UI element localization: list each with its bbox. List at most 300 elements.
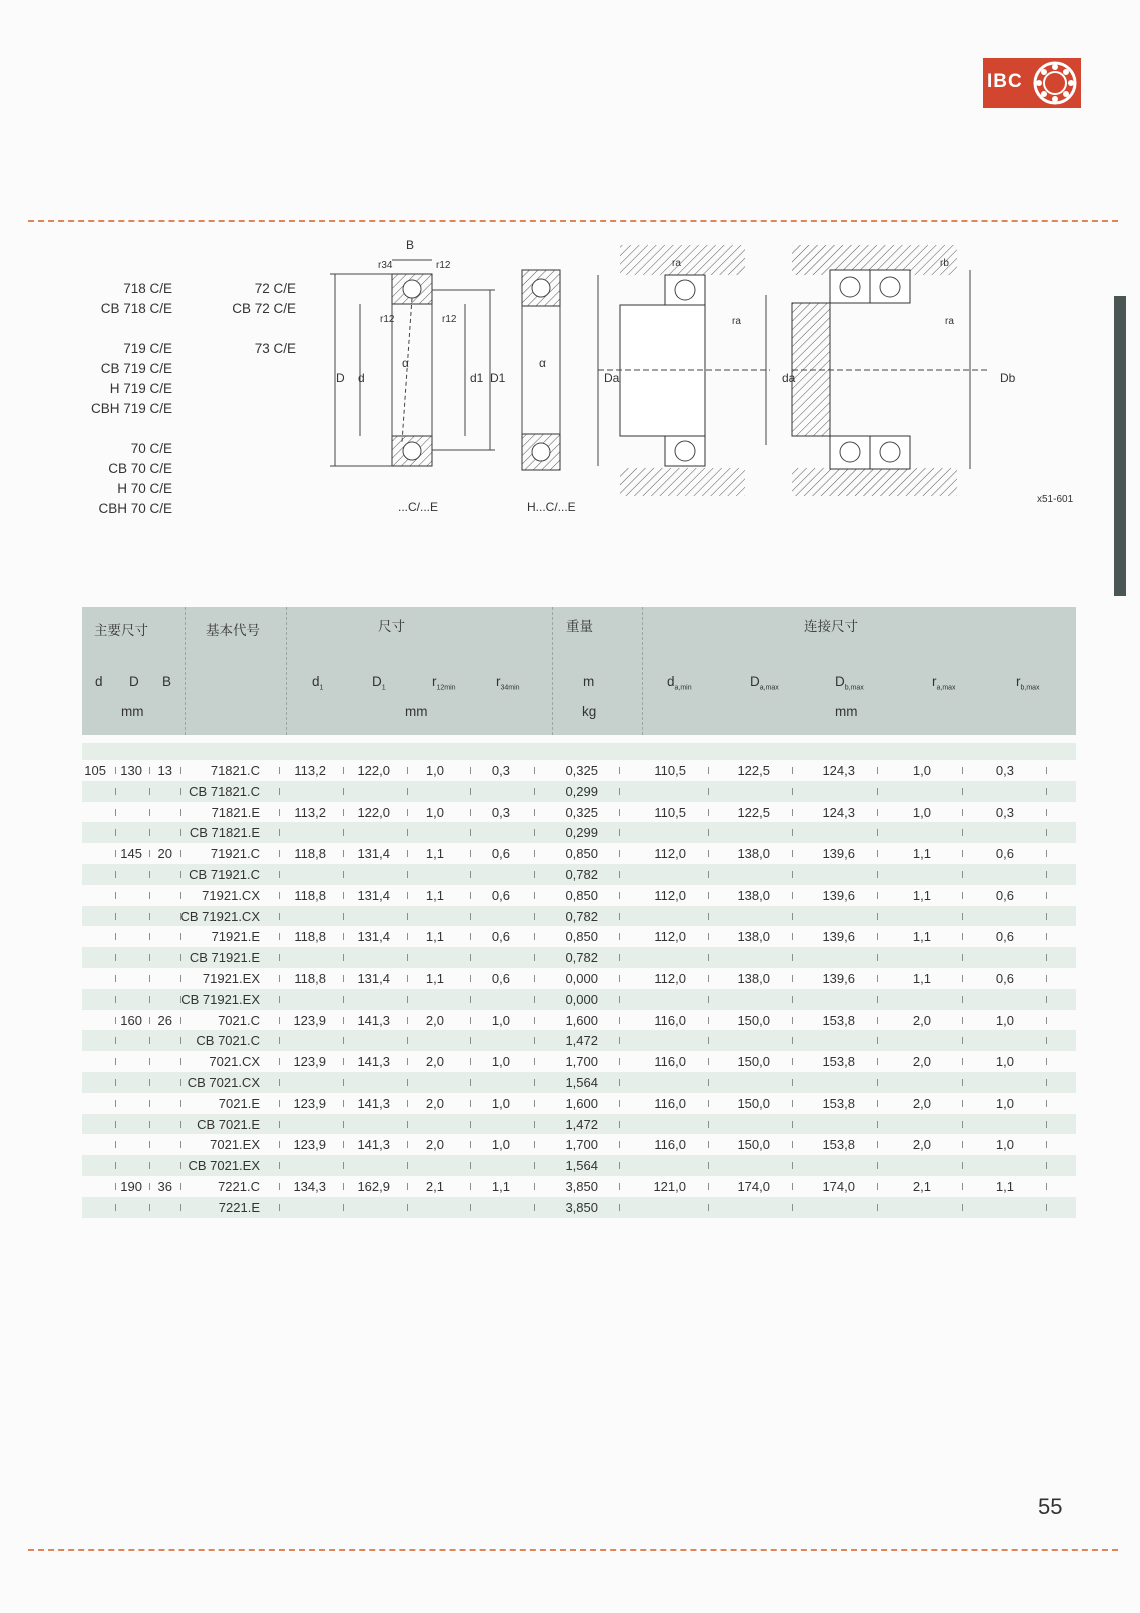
column-tick (708, 1058, 709, 1065)
column-tick (343, 1141, 344, 1148)
column-tick (1046, 871, 1047, 878)
column-tick (877, 1183, 878, 1190)
label-r34: r34 (378, 260, 393, 271)
column-tick (708, 788, 709, 795)
column-divider (552, 607, 553, 735)
cell-code: CB 71921.CX (180, 908, 260, 924)
cell-ra: 1,1 (912, 887, 931, 903)
column-tick (470, 975, 471, 982)
cell-r34: 0,6 (491, 887, 510, 903)
column-tick (534, 996, 535, 1003)
column-tick (279, 850, 280, 857)
label-Da: Da (604, 371, 620, 385)
column-tick (619, 1204, 620, 1211)
cell-ra: 1,1 (912, 929, 931, 945)
table-row (82, 989, 1076, 1010)
cell-Da: 150,0 (737, 1137, 770, 1153)
table-row (82, 1093, 1076, 1114)
column-tick (1046, 1121, 1047, 1128)
column-tick (115, 1162, 116, 1169)
column-tick (180, 1100, 181, 1107)
chapter-tab-bar (1114, 296, 1126, 596)
cell-m: 1,600 (565, 1012, 598, 1028)
column-tick (343, 996, 344, 1003)
column-tick (619, 871, 620, 878)
column-tick (962, 850, 963, 857)
column-tick (792, 1162, 793, 1169)
column-tick (470, 996, 471, 1003)
cell-d1: 118,8 (294, 846, 326, 862)
table-row (82, 1051, 1076, 1072)
column-tick (962, 996, 963, 1003)
column-tick (149, 913, 150, 920)
column-tick (962, 1141, 963, 1148)
column-tick (180, 767, 181, 774)
column-tick (619, 850, 620, 857)
column-tick (1046, 892, 1047, 899)
column-tick (180, 850, 181, 857)
column-tick (534, 933, 535, 940)
column-tick (708, 850, 709, 857)
column-tick (619, 1121, 620, 1128)
column-tick (407, 1141, 408, 1148)
column-tick (149, 829, 150, 836)
bearing-table-body (82, 743, 1076, 1218)
cell-code: CB 7021.EX (188, 1158, 260, 1174)
table-row (82, 1176, 1076, 1197)
column-tick (962, 1100, 963, 1107)
column-tick (149, 788, 150, 795)
column-tick (115, 913, 116, 920)
column-tick (470, 1058, 471, 1065)
cell-r34: 0,6 (491, 970, 510, 986)
column-tick (343, 933, 344, 940)
cell-m: 1,700 (565, 1137, 598, 1153)
column-tick (962, 954, 963, 961)
column-tick (619, 788, 620, 795)
column-tick (149, 1183, 150, 1190)
column-tick (1046, 1100, 1047, 1107)
column-tick (792, 1100, 793, 1107)
column-tick (792, 809, 793, 816)
series-list-left (82, 279, 172, 519)
column-tick (343, 809, 344, 816)
column-tick (792, 933, 793, 940)
column-tick (115, 996, 116, 1003)
cell-r12: 2,1 (425, 1178, 444, 1194)
cell-rb: 1,0 (995, 1054, 1014, 1070)
column-tick (180, 954, 181, 961)
label-r12-top: r12 (436, 260, 451, 271)
column-tick (407, 892, 408, 899)
column-tick (343, 1100, 344, 1107)
column-tick (1046, 1183, 1047, 1190)
column-tick (792, 975, 793, 982)
column-tick (619, 1058, 620, 1065)
column-tick (407, 1121, 408, 1128)
column-tick (180, 829, 181, 836)
column-tick (279, 788, 280, 795)
cell-r34: 1,1 (491, 1178, 510, 1194)
table-spacer-row (82, 743, 1076, 760)
cell-r34: 0,6 (491, 929, 510, 945)
cell-rb: 0,3 (995, 763, 1014, 778)
column-tick (115, 1204, 116, 1211)
column-tick (962, 767, 963, 774)
column-tick (1046, 809, 1047, 816)
column-tick (407, 1017, 408, 1024)
column-tick (877, 1204, 878, 1211)
column-tick (149, 850, 150, 857)
column-tick (877, 788, 878, 795)
ibc-logo (983, 58, 1081, 108)
cell-ra: 2,0 (912, 1137, 931, 1153)
column-tick (962, 913, 963, 920)
cell-code: CB 71921.C (189, 866, 260, 882)
column-tick (792, 996, 793, 1003)
column-tick (343, 1037, 344, 1044)
table-row (82, 968, 1076, 989)
column-tick (708, 1100, 709, 1107)
table-row (82, 1030, 1076, 1051)
column-tick (343, 1121, 344, 1128)
column-tick (470, 1141, 471, 1148)
caption-high-speed: H...C/...E (527, 500, 576, 514)
table-row (82, 885, 1076, 906)
cell-r12: 1,1 (425, 929, 444, 945)
column-tick (619, 954, 620, 961)
column-tick (279, 1162, 280, 1169)
column-tick (115, 954, 116, 961)
cell-Da: 150,0 (737, 1095, 770, 1111)
cell-r34: 0,3 (491, 763, 510, 778)
column-tick (343, 1058, 344, 1065)
column-tick (343, 1162, 344, 1169)
label-B: B (406, 238, 415, 252)
column-tick (407, 1037, 408, 1044)
column-tick (792, 1204, 793, 1211)
column-tick (470, 809, 471, 816)
table-row (82, 802, 1076, 823)
label-D1: D1 (490, 371, 506, 385)
column-tick (343, 767, 344, 774)
series-list-right (210, 279, 296, 359)
column-tick (279, 1058, 280, 1065)
column-tick (619, 1079, 620, 1086)
cell-r12: 1,1 (425, 887, 444, 903)
cell-ra: 2,1 (912, 1178, 931, 1194)
column-tick (180, 1121, 181, 1128)
unit-mm-dims: mm (405, 704, 428, 719)
column-tick (877, 1162, 878, 1169)
column-tick (1046, 1079, 1047, 1086)
cell-d1: 113,2 (294, 804, 326, 820)
column-tick (279, 1141, 280, 1148)
column-tick (534, 1100, 535, 1107)
column-tick (1046, 913, 1047, 920)
column-tick (534, 975, 535, 982)
column-tick (343, 913, 344, 920)
series-spacer (82, 419, 172, 439)
column-tick (1046, 1162, 1047, 1169)
cell-rb: 1,0 (995, 1095, 1014, 1111)
cell-m: 1,472 (565, 1116, 598, 1132)
column-tick (115, 1079, 116, 1086)
column-tick (149, 767, 150, 774)
column-tick (343, 892, 344, 899)
column-tick (470, 1204, 471, 1211)
cell-da: 121,0 (653, 1178, 686, 1194)
column-tick (1046, 933, 1047, 940)
series-label: CB 718 C/E (100, 301, 172, 316)
column-tick (962, 933, 963, 940)
cell-D1: 122,0 (357, 763, 390, 778)
column-tick (407, 1183, 408, 1190)
header-Da-max: $D_{a,max}$ (750, 674, 779, 692)
column-tick (470, 892, 471, 899)
column-tick (877, 767, 878, 774)
column-tick (534, 1162, 535, 1169)
column-tick (708, 1183, 709, 1190)
cell-Db: 139,6 (822, 970, 855, 986)
cell-D1: 131,4 (357, 970, 390, 986)
cell-d1: 123,9 (293, 1054, 326, 1070)
column-tick (279, 954, 280, 961)
column-tick (792, 954, 793, 961)
column-tick (470, 788, 471, 795)
column-tick (470, 1121, 471, 1128)
cell-r34: 1,0 (491, 1137, 510, 1153)
column-tick (115, 933, 116, 940)
column-tick (470, 913, 471, 920)
cell-code: 7021.C (218, 1012, 260, 1028)
column-tick (534, 871, 535, 878)
column-tick (534, 788, 535, 795)
column-tick (115, 1100, 116, 1107)
column-tick (343, 871, 344, 878)
column-tick (877, 1121, 878, 1128)
cell-code: CB 7021.CX (187, 1074, 260, 1090)
column-tick (619, 913, 620, 920)
column-tick (534, 913, 535, 920)
column-tick (619, 1017, 620, 1024)
column-tick (149, 1017, 150, 1024)
label-r12-left: r12 (380, 314, 395, 325)
column-tick (407, 1058, 408, 1065)
column-tick (115, 788, 116, 795)
column-tick (877, 1100, 878, 1107)
cell-rb: 1,1 (995, 1178, 1014, 1194)
column-tick (708, 1079, 709, 1086)
figure-code: x51-601 (1037, 494, 1074, 505)
label-alpha-1: α (402, 356, 409, 370)
cell-rb: 0,6 (995, 846, 1014, 862)
series-label: CBH 719 C/E (90, 401, 172, 416)
cell-rb: 0,6 (995, 929, 1014, 945)
column-tick (708, 954, 709, 961)
column-tick (115, 1017, 116, 1024)
column-tick (180, 788, 181, 795)
column-tick (407, 788, 408, 795)
column-tick (619, 767, 620, 774)
column-tick (708, 1162, 709, 1169)
cell-da: 112,0 (654, 970, 686, 986)
column-tick (279, 1183, 280, 1190)
cell-ra: 2,0 (912, 1054, 931, 1070)
cell-m: 1,564 (565, 1074, 598, 1090)
column-tick (180, 1162, 181, 1169)
column-tick (407, 809, 408, 816)
column-tick (962, 975, 963, 982)
column-tick (343, 788, 344, 795)
column-tick (534, 1141, 535, 1148)
column-tick (149, 892, 150, 899)
column-tick (877, 913, 878, 920)
column-tick (962, 809, 963, 816)
column-tick (407, 975, 408, 982)
column-tick (792, 1121, 793, 1128)
cell-ra: 2,0 (912, 1012, 931, 1028)
column-tick (708, 892, 709, 899)
cell-Db: 124,3 (822, 763, 855, 778)
cell-code: CB 71921.EX (181, 991, 260, 1007)
column-tick (470, 1037, 471, 1044)
cell-r12: 1,1 (425, 970, 444, 986)
column-tick (180, 1058, 181, 1065)
column-divider (185, 607, 186, 735)
series-label: H 70 C/E (117, 481, 172, 496)
column-tick (149, 933, 150, 940)
cell-m: 1,472 (565, 1033, 598, 1049)
column-tick (877, 892, 878, 899)
column-tick (792, 850, 793, 857)
table-row (82, 926, 1076, 947)
cell-D1: 141,3 (357, 1054, 390, 1070)
table-row (82, 1114, 1076, 1135)
cell-m: 0,325 (565, 763, 598, 778)
column-tick (877, 850, 878, 857)
logo-text: IBC (987, 71, 1023, 92)
cell-Da: 122,5 (737, 804, 770, 820)
column-tick (115, 1058, 116, 1065)
column-tick (115, 809, 116, 816)
unit-mm-main: mm (121, 704, 144, 719)
column-tick (407, 850, 408, 857)
cell-ra: 1,1 (912, 970, 931, 986)
column-tick (470, 1100, 471, 1107)
column-tick (534, 809, 535, 816)
series-label: H 719 C/E (109, 381, 172, 396)
cell-r12: 2,0 (425, 1137, 444, 1153)
column-tick (180, 1079, 181, 1086)
series-spacer (210, 319, 296, 339)
column-tick (1046, 1058, 1047, 1065)
header-r12min: $r_{12min}$ (432, 674, 456, 692)
cell-m: 0,325 (565, 804, 598, 820)
cell-code: CB 7021.C (196, 1033, 260, 1049)
column-tick (470, 933, 471, 940)
cell-r12: 1,0 (425, 763, 444, 778)
label-d: d (358, 371, 365, 385)
column-tick (619, 975, 620, 982)
column-tick (343, 850, 344, 857)
header-D: D (129, 674, 139, 689)
cell-d1: 118,8 (294, 970, 326, 986)
cell-Db: 139,6 (822, 846, 855, 862)
cell-Da: 150,0 (737, 1012, 770, 1028)
column-tick (470, 1079, 471, 1086)
column-tick (115, 975, 116, 982)
cell-r34: 1,0 (491, 1095, 510, 1111)
cell-Da: 138,0 (737, 970, 770, 986)
column-tick (279, 913, 280, 920)
column-tick (792, 788, 793, 795)
cell-m: 0,850 (565, 887, 598, 903)
column-tick (115, 767, 116, 774)
cell-m: 0,299 (565, 783, 598, 799)
table-row (82, 864, 1076, 885)
top-dashed-rule (28, 220, 1118, 222)
cell-d1: 123,9 (293, 1137, 326, 1153)
cell-D1: 131,4 (357, 929, 390, 945)
cell-Db: 174,0 (822, 1178, 855, 1194)
cell-rb: 0,6 (995, 970, 1014, 986)
header-B: B (162, 674, 172, 689)
cell-d1: 113,2 (294, 763, 326, 778)
cell-code: 7021.EX (210, 1137, 260, 1153)
cell-Db: 124,3 (822, 804, 855, 820)
cell-code: 71921.EX (202, 970, 260, 986)
column-tick (470, 1183, 471, 1190)
cell-m: 0,299 (565, 825, 598, 841)
column-tick (407, 1079, 408, 1086)
cell-Db: 153,8 (822, 1095, 855, 1111)
column-tick (792, 1058, 793, 1065)
column-tick (708, 829, 709, 836)
column-divider (642, 607, 643, 735)
cell-code: 71921.CX (202, 887, 260, 903)
column-tick (877, 871, 878, 878)
label-ra-1: ra (672, 258, 681, 269)
series-label: 718 C/E (123, 281, 172, 296)
column-tick (534, 1204, 535, 1211)
column-tick (792, 1017, 793, 1024)
cell-d1: 134,3 (293, 1178, 326, 1194)
table-row (82, 906, 1076, 927)
cell-m: 3,850 (565, 1178, 598, 1194)
series-label: CB 70 C/E (108, 461, 172, 476)
cell-Da: 138,0 (737, 846, 770, 862)
cell-da: 110,5 (654, 804, 686, 820)
column-tick (149, 1079, 150, 1086)
column-tick (877, 1058, 878, 1065)
column-tick (708, 871, 709, 878)
cell-rb: 1,0 (995, 1012, 1014, 1028)
cell-code: 7221.E (218, 1199, 260, 1215)
cell-r12: 1,0 (425, 804, 444, 820)
column-tick (708, 1037, 709, 1044)
column-tick (149, 1141, 150, 1148)
column-tick (877, 954, 878, 961)
column-tick (877, 809, 878, 816)
column-tick (115, 871, 116, 878)
column-tick (1046, 996, 1047, 1003)
cell-r34: 0,3 (491, 804, 510, 820)
column-tick (407, 767, 408, 774)
label-d1: d1 (470, 371, 484, 385)
column-tick (619, 809, 620, 816)
cell-r12: 2,0 (425, 1012, 444, 1028)
